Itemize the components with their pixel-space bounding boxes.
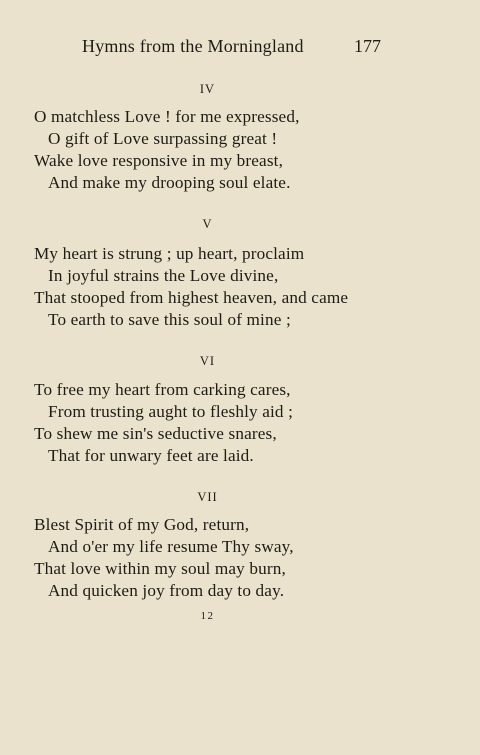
verse-line: O gift of Love surpassing great ! <box>48 129 278 148</box>
verse-line: From trusting aught to fleshly aid ; <box>48 402 294 421</box>
verse-line: And quicken joy from day to day. <box>48 581 285 600</box>
verse-line: Wake love responsive in my breast, <box>34 151 284 170</box>
verse-line: To earth to save this soul of mine ; <box>48 310 291 329</box>
stanza-numeral: VII <box>197 490 218 504</box>
signature-mark: 12 <box>200 610 215 622</box>
verse-line: O matchless Love ! for me expressed, <box>34 107 300 126</box>
verse-line: And make my drooping soul elate. <box>48 173 291 192</box>
page-number: 177 <box>354 36 381 56</box>
running-head <box>0 36 480 58</box>
stanza-numeral: IV <box>199 82 216 96</box>
verse-line: And o'er my life resume Thy sway, <box>48 537 294 556</box>
verse-line: In joyful strains the Love divine, <box>48 266 279 285</box>
verse-line: To shew me sin's seductive snares, <box>34 424 277 443</box>
running-title: Hymns from the Morningland <box>82 36 304 56</box>
verse-line: That for unwary feet are laid. <box>48 446 254 465</box>
verse-line: That love within my soul may burn, <box>34 559 286 578</box>
verse-line: Blest Spirit of my God, return, <box>34 515 250 534</box>
stanza-numeral: V <box>202 217 213 231</box>
verse-line: To free my heart from carking cares, <box>34 380 291 399</box>
verse-line: My heart is strung ; up heart, proclaim <box>34 244 305 263</box>
stanza-numeral: VI <box>199 354 216 368</box>
verse-line: That stooped from highest heaven, and came <box>34 288 349 307</box>
